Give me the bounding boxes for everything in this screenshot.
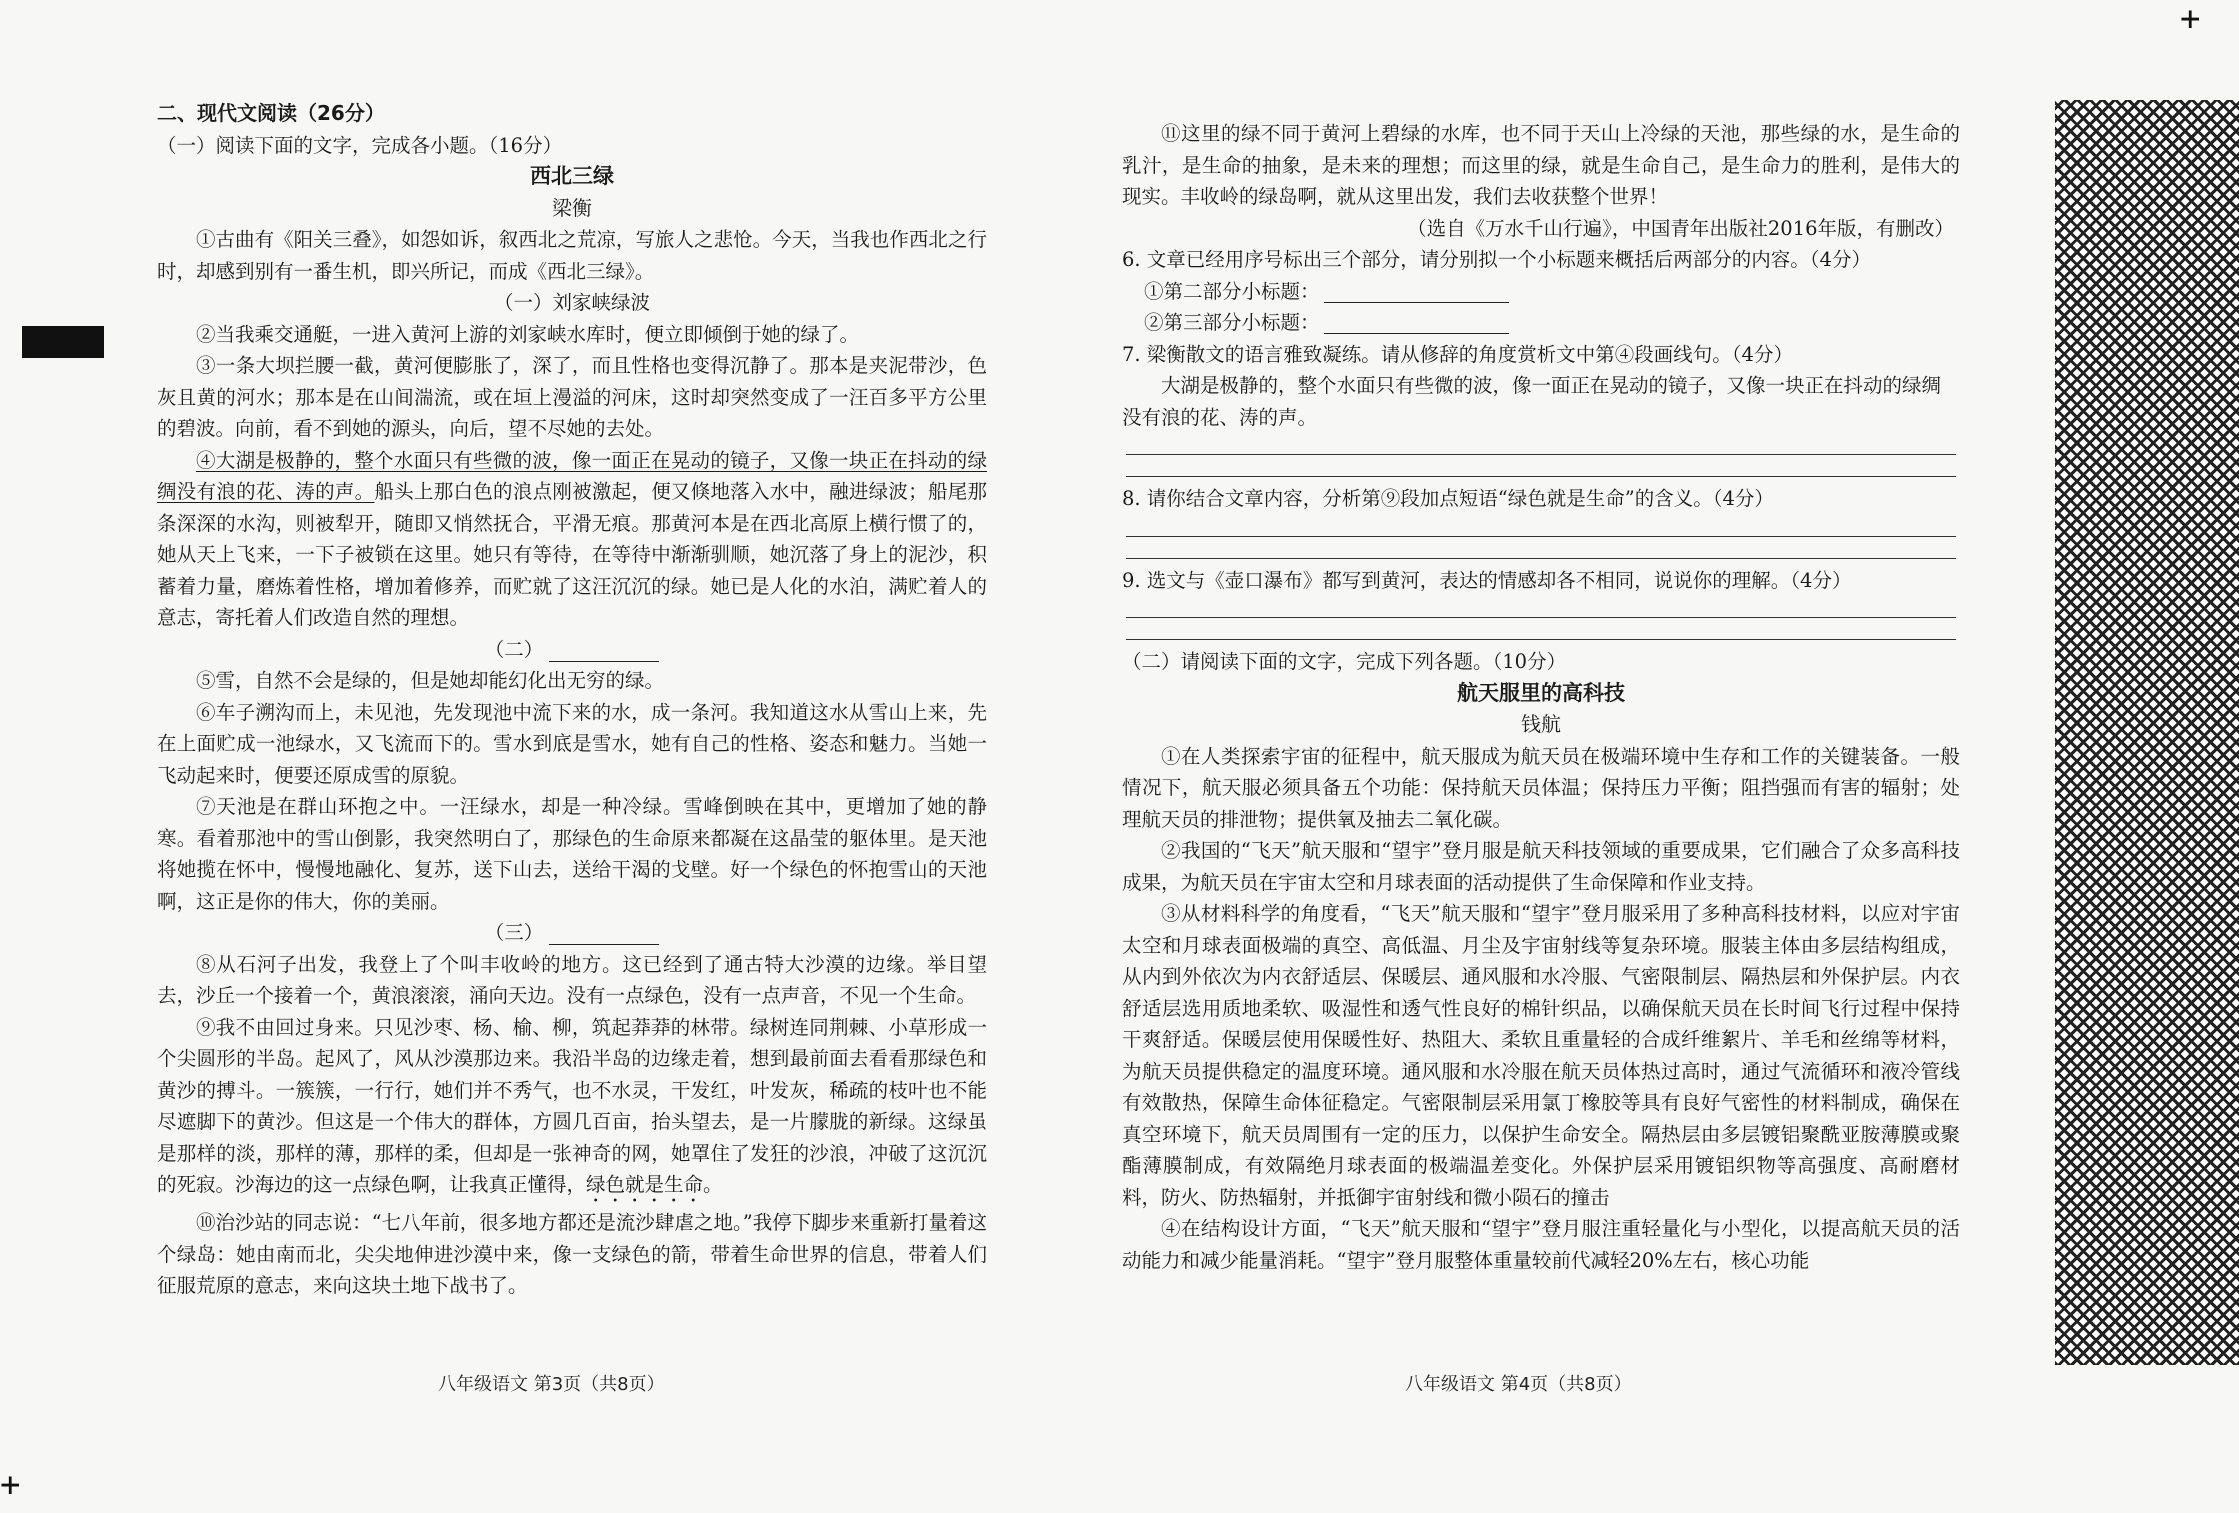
article1-paragraph-7: ⑦天池是在群山环抱之中。一汪绿水，却是一种冷绿。雪峰倒映在其中，更增加了她的静寒。看着那池中的雪山倒影，我突然明白了，那绿色的生命原来都凝在这晶莹的躯体里。是天池将她揽在怀中，慢慢地融化、复苏，送下山去，送给干渴的戈壁。好一个绿色的怀抱雪山的天池啊，这正是你的伟大，你的美丽。: [157, 795, 987, 913]
left-column: [157, 98, 987, 1302]
question-6-a: [1122, 276, 1960, 308]
part1-instruction: （一）阅读下面的文字，完成各小题。（16分）: [157, 133, 563, 157]
article2-title: 航天服里的高科技: [1457, 680, 1625, 705]
article1-paragraph-2: ②当我乘交通艇，一进入黄河上游的刘家峡水库时，便立即倾倒于她的绿了。: [196, 322, 860, 346]
article1-paragraph-6: ⑥车子溯沟而上，未见池，先发现池中流下来的水，成一条河。我知道这水从雪山上来，先在上面贮成一池绿水，又飞流而下的。雪水到底是雪水，她有自己的性格、姿态和魅力。当她一飞动起来时，便要还原成雪的原貌。: [157, 700, 987, 787]
part-three-blank: [549, 922, 659, 945]
question-8: 8. 请你结合文章内容，分析第⑨段加点短语“绿色就是生命”的含义。（4分）: [1122, 487, 1774, 510]
question-7-quote: 大湖是极静的，整个水面只有些微的波，像一面正在晃动的镜子，又像一块正在抖动的绿绸没有浪的花、涛的声。: [1122, 374, 1942, 429]
answer-line[interactable]: [1126, 433, 1956, 455]
dotted-phrase: 绿色就是生命: [586, 1173, 704, 1196]
binding-mark: [22, 326, 104, 358]
page-footer-left: 八年级语文 第3页（共8页）: [438, 1374, 665, 1395]
article2-paragraph-4: ④在结构设计方面，“飞天”航天服和“望宇”登月服注重轻量化与小型化，以提高航天员的活动能力和减少能量消耗。“望宇”登月服整体重量较前代减轻20%左右，核心功能: [1122, 1217, 1960, 1272]
answer-line[interactable]: [1126, 537, 1956, 559]
answer-line[interactable]: [1126, 596, 1956, 618]
article1-paragraph-3: ③一条大坝拦腰一截，黄河便膨胀了，深了，而且性格也变得沉静了。那本是夹泥带沙，色灰且黄的河水；那本是在山间湍流，或在垣上漫溢的河床，这时却突然变成了一汪百多平方公里的碧波。向前，看不到她的源头，向后，望不尽她的去处。: [157, 354, 987, 440]
answer-blank[interactable]: [1324, 313, 1509, 334]
answer-line[interactable]: [1126, 618, 1956, 640]
registration-mark-bottom-left: +: [0, 1465, 21, 1505]
article1-paragraph-4: [157, 445, 987, 634]
paragraph-4-rest: 船头上那白色的浪点刚被激起，便又倏地落入水中，融进绿波；船尾那条深深的水沟，则被犁开，随即又悄然抚合，平滑无痕。那黄河本是在西北高原上横行惯了的，她从天上飞来，一下子被锁在这里。她只有等待，在等待中渐渐驯顺，她沉落了身上的泥沙，积蓄着力量，磨炼着性格，增加着修养，而贮就了这汪沉沉的绿。她已是人化的水泊，满贮着人的意志，寄托着人们改造自然的理想。: [157, 480, 987, 629]
part-one-heading: （一）刘家峡绿波: [493, 291, 650, 314]
article2-paragraph-1: ①在人类探索宇宙的征程中，航天服成为航天员在极端环境中生存和工作的关键装备。一般情况下，航天服必须具备五个功能：保持航天员体温；保持压力平衡；阻挡强而有害的辐射；处理航天员的排泄物；提供氧及抽去二氧化碳。: [1122, 744, 1960, 831]
article1-paragraph-8: ⑧从石河子出发，我登上了个叫丰收岭的地方。这已经到了通古特大沙漠的边缘。举目望去，沙丘一个接着一个，黄浪滚滚，涌向天边。没有一点绿色，没有一点声音，不见一个生命。: [157, 952, 987, 1007]
article2-author: 钱航: [1521, 712, 1561, 736]
question-6-b: [1122, 307, 1960, 339]
answer-line[interactable]: [1126, 515, 1956, 537]
article1-source: （选自《万水千山行遍》，中国青年出版社2016年版，有删改）: [1407, 216, 1954, 240]
question-6-a-label: ①第二部分小标题：: [1144, 279, 1320, 303]
question-6: 6. 文章已经用序号标出三个部分，请分别拟一个小标题来概括后两部分的内容。（4分）: [1122, 248, 1871, 271]
paragraph-9-text: ⑨我不由回过身来。只见沙枣、杨、榆、柳，筑起莽莽的林带。绿树连同荆棘、小草形成一个尖圆形的半岛。起风了，风从沙漠那边来。我沿半岛的边缘走着，想到最前面去看看那绿色和黄沙的搏斗。一簇簇，一行行，她们并不秀气，也不水灵，干发红，叶发灰，稀疏的枝叶也不能尽遮脚下的黄沙。但这是一个伟大的群体，方圆几百亩，抬头望去，是一片朦胧的新绿。这绿虽是那样的淡，那样的薄，那样的柔，但却是一张神奇的网，她罩住了发狂的沙浪，冲破了这沉沉的死寂。沙海边的这一点绿色啊，让我真正懂得，: [157, 1015, 987, 1196]
part-two-heading: [157, 634, 987, 666]
part-three-heading: [157, 917, 987, 949]
question-7: 7. 梁衡散文的语言雅致凝练。请从修辞的角度赏析文中第④段画线句。（4分）: [1122, 342, 1793, 366]
question-6-b-label: ②第三部分小标题：: [1144, 311, 1320, 334]
article1-paragraph-9: [157, 1012, 987, 1208]
part-two-blank: [549, 639, 659, 662]
article2-paragraph-3: ③从材料科学的角度看，“飞天”航天服和“望宇”登月服采用了多种高科技材料，以应对宇宙太空和月球表面极端的真空、高低温、月尘及宇宙射线等复杂环境。服装主体由多层结构组成，从内到外依次为内衣舒适层、保暖层、通风服和水冷服、气密限制层、隔热层和外保护层。内衣舒适层选用质地柔软、吸湿性和透气性良好的棉针织品，以确保航天员在长时间飞行过程中保持干爽舒适。保暖层使用保暖性好、热阻大、柔软且重量轻的合成纤维絮片、羊毛和丝绵等材料，为航天员提供稳定的温度环境。通风服和水冷服在航天员体热过高时，通过气流循环和液冷管线有效散热，保障生命体征稳定。气密限制层采用氯丁橡胶等具有良好气密性的材料制成，确保在真空环境下，航天员周围有一定的压力，以保护生命安全。隔热层由多层镀铝聚酰亚胺薄膜或聚酯薄膜制成，有效隔绝月球表面的极端温差变化。外保护层采用镀铝织物等高强度、高耐磨材料，防火、防热辐射，并抵御宇宙射线和微小陨石的撞击: [1122, 902, 1960, 1209]
answer-line[interactable]: [1126, 455, 1956, 477]
underlined-sentence: ④大湖是极静的，整个水面只有些微的波，像一面正在晃动的镜子，又像一块正在抖动的绿绸没有浪的花、涛的声。: [157, 448, 987, 503]
article1-title: 西北三绿: [530, 164, 614, 188]
page-footer-right: 八年级语文 第4页（共8页）: [1405, 1374, 1632, 1395]
article2-paragraph-2: ②我国的“飞天”航天服和“望宇”登月服是航天科技领域的重要成果，它们融合了众多高科技成果，为航天员在宇宙太空和月球表面的活动提供了生命保障和作业支持。: [1122, 839, 1960, 894]
scan-pattern-strip: [2055, 100, 2239, 1365]
registration-mark-top-right: +: [2180, 0, 2201, 39]
section-heading: 二、现代文阅读（26分）: [157, 101, 385, 125]
article1-paragraph-10: ⑩治沙站的同志说：“七八年前，很多地方都还是流沙肆虐之地。”我停下脚步来重新打量着这个绿岛：她由南而北，尖尖地伸进沙漠中来，像一支绿色的箭，带着生命世界的信息，带着人们征服荒原的意志，来向这块土地下战书了。: [157, 1211, 987, 1297]
part2-instruction: （二）请阅读下面的文字，完成下列各题。（10分）: [1122, 650, 1567, 673]
article1-paragraph-5: ⑤雪，自然不会是绿的，但是她却能幻化出无穷的绿。: [196, 669, 665, 692]
paragraph-9-end: 。: [703, 1173, 723, 1196]
part-two-label: （二）: [484, 637, 544, 661]
question-9: 9. 选文与《壶口瀑布》都写到黄河，表达的情感却各不相同，说说你的理解。（4分）: [1122, 568, 1852, 592]
article1-author: 梁衡: [552, 195, 592, 220]
answer-blank[interactable]: [1324, 282, 1509, 303]
right-column: [1122, 118, 1960, 1276]
article1-paragraph-1: ①古曲有《阳关三叠》，如怨如诉，叙西北之荒凉，写旅人之悲怆。今天，当我也作西北之行时，却感到别有一番生机，即兴所记，而成《西北三绿》。: [157, 228, 987, 283]
article1-paragraph-11: ⑪这里的绿不同于黄河上碧绿的水库，也不同于天山上冷绿的天池，那些绿的水，是生命的乳汁，是生命的抽象，是未来的理想；而这里的绿，就是生命自己，是生命力的胜利，是伟大的现实。丰收岭的绿岛啊，就从这里出发，我们去收获整个世界！: [1122, 122, 1960, 208]
part-three-label: （三）: [484, 921, 544, 944]
